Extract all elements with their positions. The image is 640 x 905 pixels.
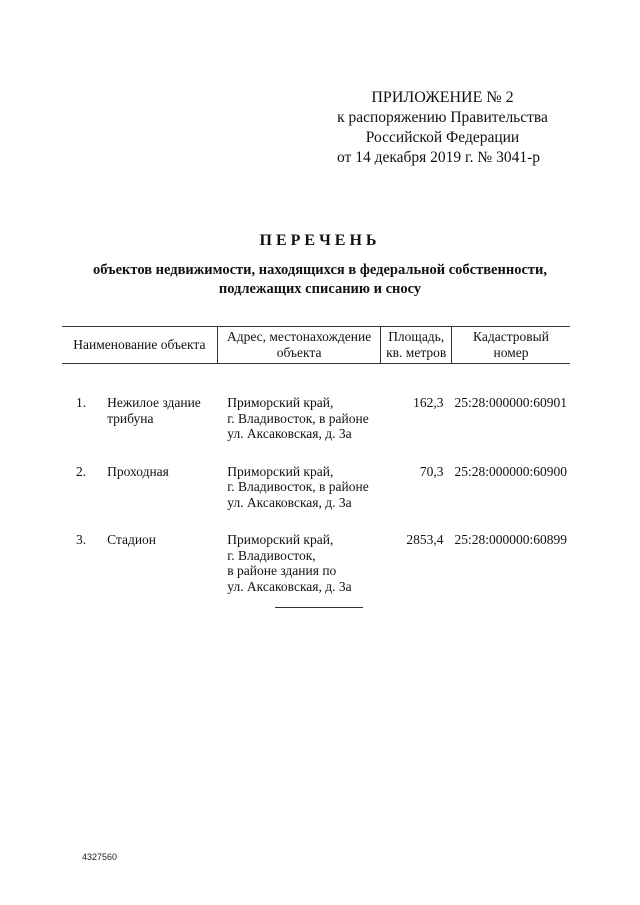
document-code: 4327560: [82, 852, 118, 862]
row-cadastral: 25:28:000000:60899: [454, 532, 567, 547]
row-number: 1.: [76, 395, 87, 410]
header-cadastral: Кадастровый номер: [451, 327, 570, 364]
objects-table: [62, 326, 570, 616]
row-address-line: г. Владивосток, в районе: [227, 410, 369, 426]
row-address-line: г. Владивосток,: [227, 547, 316, 563]
attachment-line-1: к распоряжению Правительства: [337, 109, 548, 126]
header-address: [217, 327, 381, 364]
row-address-line: г. Владивосток, в районе: [227, 479, 369, 494]
attachment-header: [330, 88, 555, 168]
row-address-line: Приморский край,: [227, 463, 334, 479]
row-address-line: в районе здания по: [227, 563, 337, 578]
row-number: 2.: [76, 463, 87, 479]
document-subtitle-line-2: подлежащих списанию и сносу: [218, 281, 422, 297]
header-area-line-2: кв. метров: [386, 345, 447, 360]
row-name-line: Нежилое здание: [107, 395, 201, 410]
table-row: [62, 532, 570, 616]
row-area: 70,3: [419, 463, 444, 479]
end-divider: [275, 607, 363, 608]
row-cadastral: 25:28:000000:60900: [454, 463, 567, 479]
row-name-line: Проходная: [107, 463, 169, 479]
document-subtitle-line-1: объектов недвижимости, находящихся в федеральной собственности,: [93, 262, 547, 278]
row-area: 162,3: [413, 395, 444, 410]
table-row: [62, 364, 570, 464]
row-address: [217, 532, 381, 616]
row-number: 3.: [76, 532, 87, 547]
row-address: [217, 464, 381, 533]
row-name: [104, 364, 217, 464]
document-subtitle: [60, 261, 580, 299]
header-name: Наименование объекта: [62, 327, 217, 364]
row-address-line: ул. Аксаковская, д. 3а: [227, 426, 352, 441]
row-address-line: ул. Аксаковская, д. 3а: [227, 494, 352, 510]
attachment-line-2: Российской Федерации: [365, 129, 520, 146]
row-address-line: Приморский край,: [227, 395, 334, 410]
row-name-line: трибуна: [107, 410, 154, 426]
attachment-title: ПРИЛОЖЕНИЕ № 2: [371, 89, 514, 106]
document-title: ПЕРЕЧЕНЬ: [259, 232, 381, 249]
row-address-line: Приморский край,: [227, 532, 334, 547]
header-area: [381, 327, 452, 364]
row-name-line: Стадион: [107, 532, 157, 547]
row-address-line: ул. Аксаковская, д. 3а: [227, 578, 352, 594]
row-cadastral: 25:28:000000:60901: [454, 395, 567, 410]
row-address: [217, 364, 381, 464]
row-name: [104, 532, 217, 616]
table-row: [62, 464, 570, 533]
header-address-line-1: Адрес, местонахождение: [226, 329, 372, 344]
row-name: [104, 464, 217, 533]
attachment-date: от 14 декабря 2019 г. № 3041-р: [337, 149, 540, 166]
header-area-line-1: Площадь,: [388, 329, 445, 344]
table-header-row: [62, 327, 570, 364]
header-address-line-2: объекта: [276, 345, 322, 360]
row-area: 2853,4: [406, 532, 444, 547]
